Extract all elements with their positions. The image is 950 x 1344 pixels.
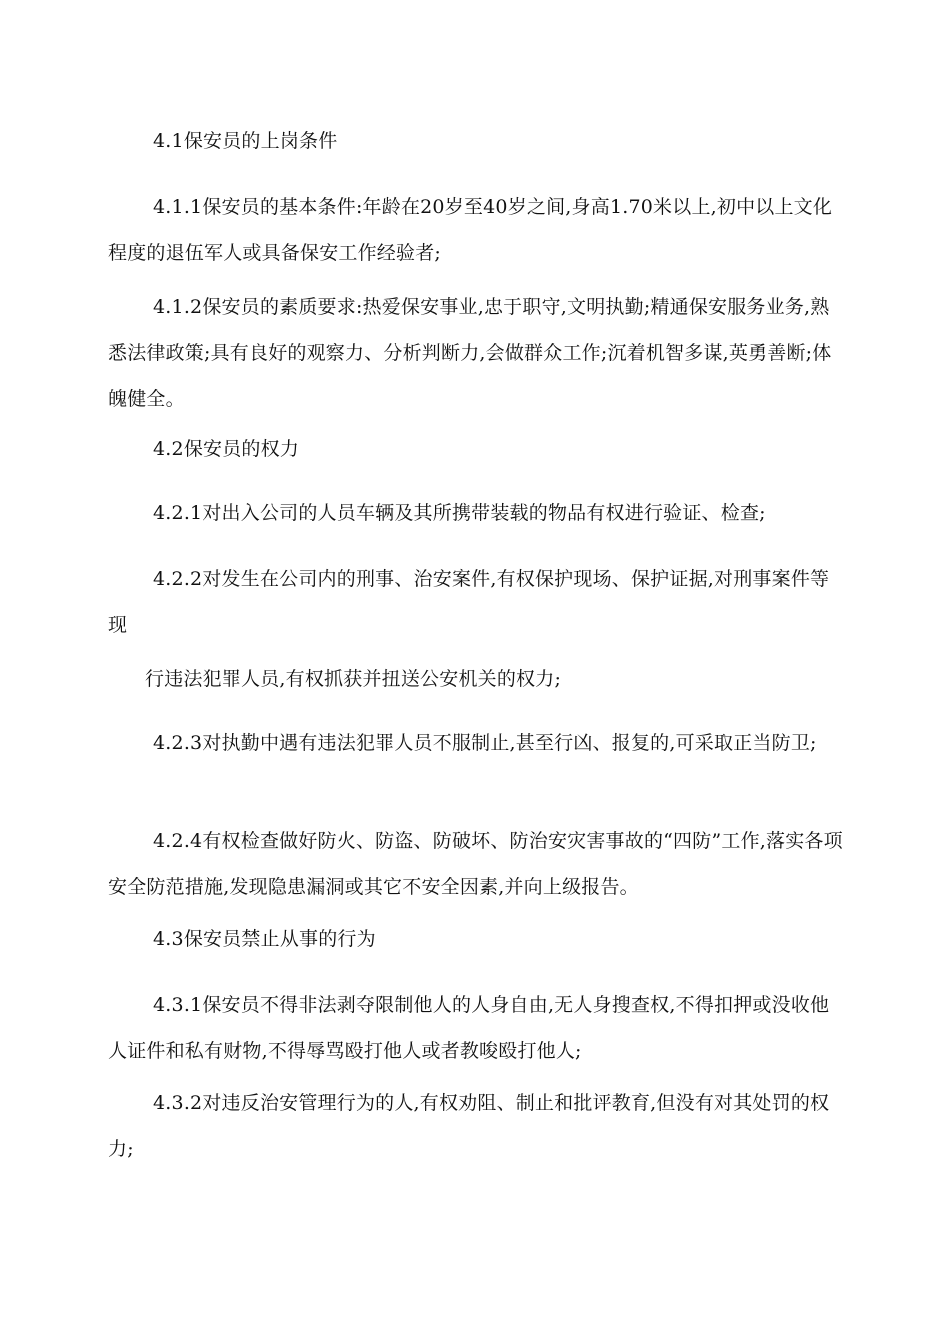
heading-4-2: 4.2保安员的权力 xyxy=(153,438,300,460)
paragraph-4-2-2-continued: 行违法犯罪人员,有权抓获并扭送公安机关的权力; xyxy=(145,668,562,690)
heading-4-1: 4.1保安员的上岗条件 xyxy=(153,130,338,152)
paragraph-4-2-3: 4.2.3对执勤中遇有违法犯罪人员不服制止,甚至行凶、报复的,可采取正当防卫; xyxy=(153,732,817,754)
paragraph-4-2-2: 4.2.2对发生在公司内的刑事、治安案件,有权保护现场、保护证据,对刑事案件等现 xyxy=(108,568,830,636)
paragraph-4-3-1: 4.3.1保安员不得非法剥夺限制他人的人身自由,无人身搜查权,不得扣押或没收他人证件和私有财物,不得辱骂殴打他人或者教唆殴打他人; xyxy=(108,994,830,1062)
heading-4-3: 4.3保安员禁止从事的行为 xyxy=(153,928,376,950)
paragraph-4-1-2: 4.1.2保安员的素质要求:热爱保安事业,忠于职守,文明执勤;精通保安服务业务,熟悉法律政策;具有良好的观察力、分析判断力,会做群众工作;沉着机智多谋,英勇善断;体魄健全。 xyxy=(108,296,832,410)
paragraph-4-3-2: 4.3.2对违反治安管理行为的人,有权劝阻、制止和批评教育,但没有对其处罚的权力; xyxy=(108,1092,830,1160)
paragraph-4-1-1: 4.1.1保安员的基本条件:年龄在20岁至40岁之间,身高1.70米以上,初中以上文化程度的退伍军人或具备保安工作经验者; xyxy=(108,196,833,264)
paragraph-4-2-1: 4.2.1对出入公司的人员车辆及其所携带装载的物品有权进行验证、检查; xyxy=(153,502,766,524)
paragraph-4-2-4: 4.2.4有权检查做好防火、防盗、防破坏、防治安灾害事故的“四防”工作,落实各项安全防范措施,发现隐患漏洞或其它不安全因素,并向上级报告。 xyxy=(108,830,843,898)
